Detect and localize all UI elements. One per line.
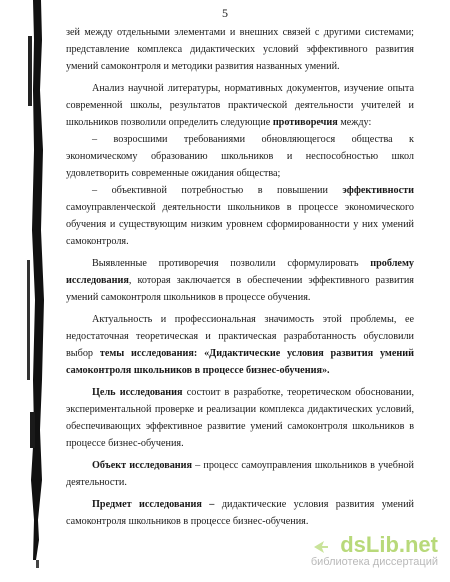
document-body [66, 24, 414, 530]
topic-lead: Актуальность и профессиональная значимость этой проблемы, ее недостаточная теоретическая и практическая разработанность обусловили выбор [66, 314, 414, 359]
paragraph-problem [66, 255, 414, 306]
term-research-topic: темы исследования: «Дидактические условия развития умений самоконтроля школьников в процессе бизнес-обучения». [66, 348, 414, 376]
watermark-subtitle: библиотека диссертаций [310, 556, 438, 568]
contradiction-2-tail: самоуправленческой деятельности школьников в процессе экономического обучения и существующим низким уровнем сформированности у них умений самоконтроля. [66, 202, 414, 247]
term-research-object: Объект исследования [92, 460, 193, 471]
problem-tail: , которая заключается в обеспечении эффективного развития умений самоконтроля школьников в процессе обучения. [66, 275, 414, 303]
page-number: 5 [222, 6, 228, 20]
term-research-subject: Предмет исследования – [92, 499, 215, 510]
paragraph-continuation: зей между отдельными элементами и внешних связей с другими системами; представление комплекса дидактических условий эффективного развития умений самоконтроля и методики развития названных умений. [66, 27, 414, 72]
logo-arrow-icon [312, 538, 330, 556]
goal-tail: состоит в разработке, теоретическом обосновании, экспериментальной проверке и реализации комплекса дидактических условий, обеспечивающих эффективное развитие умений самоконтроля школьников в процессе бизнес-обучения. [66, 387, 415, 449]
paragraph-object [66, 457, 414, 491]
paragraph-subject [66, 496, 414, 530]
watermark-logo: dsLib.net [340, 532, 438, 557]
term-efficiency: эффективности [342, 185, 414, 196]
term-research-goal: Цель исследования [92, 387, 183, 398]
dslib-watermark [310, 532, 438, 572]
analysis-tail: между: [337, 117, 372, 128]
problem-lead: Выявленные противоречия позволили сформулировать [92, 258, 371, 269]
paragraph-goal [66, 384, 414, 452]
subject-tail: дидактические условия развития умений самоконтроля школьников в процессе бизнес-обучения. [66, 499, 414, 527]
analysis-text: Анализ научной литературы, нормативных документов, изучение опыта современной школы, результатов практической деятельности учителей и школьников позволили определить следующие [66, 83, 414, 128]
contradiction-2 [66, 182, 414, 250]
paragraph-analysis [66, 80, 414, 131]
term-contradictions: противоречия [272, 117, 338, 128]
contradiction-1: – возросшими требованиями обновляющегося общества к экономическому образованию школьников и неспособностью школ удовлетворить современные ожидания общества; [66, 134, 414, 179]
paragraph-topic [66, 311, 414, 379]
object-tail: – процесс самоуправления школьников в учебной деятельности. [66, 460, 414, 488]
scan-dark-edge [0, 0, 60, 582]
contradiction-2-lead: – объективной потребностью в повышении [92, 185, 343, 196]
term-research-problem: проблему исследования [66, 258, 414, 286]
